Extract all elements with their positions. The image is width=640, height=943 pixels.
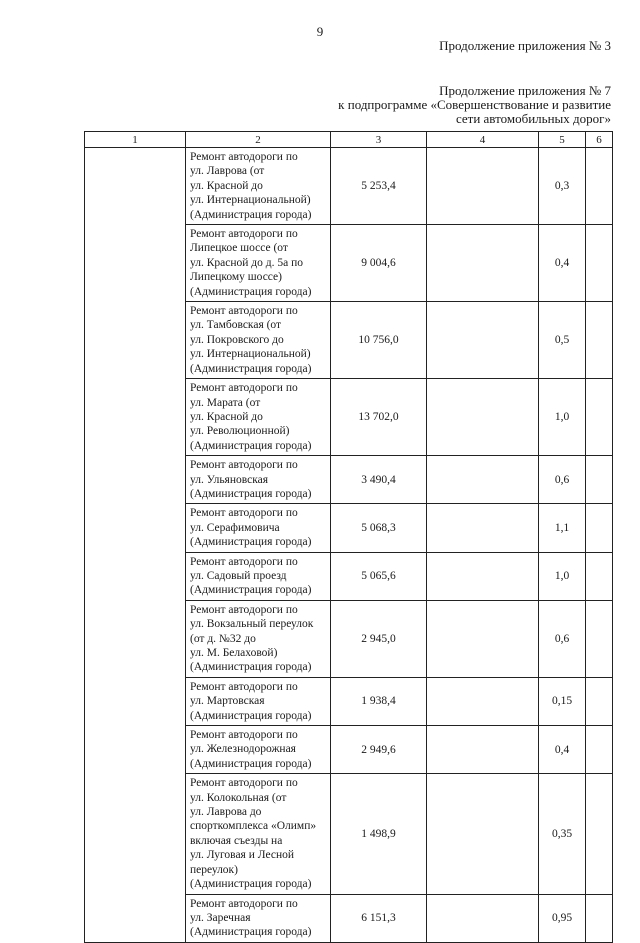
- length-value: 0,3: [539, 148, 586, 225]
- column-number: 4: [427, 132, 539, 148]
- cost-value: 3 490,4: [331, 456, 427, 504]
- description-line: (Администрация города): [190, 661, 312, 674]
- work-description: [186, 600, 331, 677]
- description-line: ул. Тамбовская (от: [190, 319, 282, 332]
- cost-value: 6 151,3: [331, 894, 427, 942]
- description-line: Ремонт автодороги по: [190, 777, 298, 790]
- empty-cell: [586, 726, 613, 774]
- description-line: (Администрация города): [190, 285, 312, 298]
- length-value: 1,0: [539, 552, 586, 600]
- work-description: [186, 456, 331, 504]
- empty-cell: [427, 600, 539, 677]
- description-line: ул. Вокзальный переулок: [190, 618, 314, 631]
- description-line: ул. Красной до д. 5а по: [190, 256, 304, 269]
- empty-cell: [586, 774, 613, 894]
- description-line: ул. Заречная: [190, 911, 251, 924]
- description-line: ул. Колокольная (от: [190, 791, 287, 804]
- description-line: (Администрация города): [190, 536, 312, 549]
- description-line: ул. Серафимовича: [190, 521, 280, 534]
- length-value: 0,95: [539, 894, 586, 942]
- work-description: [186, 677, 331, 725]
- cost-value: 10 756,0: [331, 302, 427, 379]
- length-value: 1,1: [539, 504, 586, 552]
- length-value: 0,4: [539, 225, 586, 302]
- cost-value: 2 949,6: [331, 726, 427, 774]
- description-line: включая съезды на: [190, 834, 283, 847]
- description-line: ул. Луговая и Лесной: [190, 849, 295, 862]
- work-description: [186, 504, 331, 552]
- description-line: (Администрация города): [190, 926, 312, 939]
- column-number: 3: [331, 132, 427, 148]
- work-description: [186, 726, 331, 774]
- description-line: ул. Красной до: [190, 179, 263, 192]
- column-number: 5: [539, 132, 586, 148]
- description-line: Липецкое шоссе (от: [190, 242, 288, 255]
- description-line: (Администрация города): [190, 439, 312, 452]
- description-line: переулок): [190, 863, 238, 876]
- continuation-line: Продолжение приложения № 7: [439, 83, 611, 98]
- road-repair-table: [84, 131, 613, 943]
- cost-value: 13 702,0: [331, 379, 427, 456]
- work-description: [186, 894, 331, 942]
- empty-cell: [427, 552, 539, 600]
- cost-value: 1 498,9: [331, 774, 427, 894]
- column-number: 2: [186, 132, 331, 148]
- description-line: Ремонт автодороги по: [190, 459, 298, 472]
- empty-cell: [586, 552, 613, 600]
- empty-cell: [586, 225, 613, 302]
- empty-merged-cell: [85, 148, 186, 943]
- description-line: ул. Интернациональной): [190, 194, 311, 207]
- empty-cell: [586, 302, 613, 379]
- description-line: Ремонт автодороги по: [190, 507, 298, 520]
- continuation-appendix-3: Продолжение приложения № 3: [439, 38, 611, 53]
- empty-cell: [427, 225, 539, 302]
- description-line: ул. Лаврова до: [190, 806, 262, 819]
- page-number: 9: [316, 24, 324, 39]
- cost-value: 2 945,0: [331, 600, 427, 677]
- description-line: ул. Красной до: [190, 410, 263, 423]
- description-line: ул. Садовый проезд: [190, 569, 287, 582]
- work-description: [186, 225, 331, 302]
- table-row: [85, 148, 613, 225]
- continuation-line: сети автомобильных дорог»: [455, 111, 611, 126]
- work-description: [186, 148, 331, 225]
- description-line: ул. Интернациональной): [190, 348, 311, 361]
- description-line: Ремонт автодороги по: [190, 305, 298, 318]
- description-line: Ремонт автодороги по: [190, 897, 298, 910]
- description-line: спорткомплекса «Олимп»: [190, 820, 317, 833]
- work-description: [186, 379, 331, 456]
- work-description: [186, 302, 331, 379]
- continuation-line: к подпрограмме «Совершенствование и развитие: [338, 97, 611, 112]
- length-value: 0,6: [539, 456, 586, 504]
- description-line: (Администрация города): [190, 878, 312, 891]
- description-line: (Администрация города): [190, 584, 312, 597]
- empty-cell: [427, 726, 539, 774]
- description-line: ул. Лаврова (от: [190, 165, 265, 178]
- continuation-appendix-7: [338, 84, 611, 126]
- description-line: Ремонт автодороги по: [190, 603, 298, 616]
- cost-value: 5 253,4: [331, 148, 427, 225]
- description-line: (Администрация города): [190, 362, 312, 375]
- description-line: (Администрация города): [190, 208, 312, 221]
- empty-cell: [586, 456, 613, 504]
- empty-cell: [586, 600, 613, 677]
- empty-cell: [427, 379, 539, 456]
- length-value: 1,0: [539, 379, 586, 456]
- empty-cell: [586, 894, 613, 942]
- work-description: [186, 552, 331, 600]
- length-value: 0,4: [539, 726, 586, 774]
- column-number: 6: [586, 132, 613, 148]
- cost-value: 5 065,6: [331, 552, 427, 600]
- empty-cell: [586, 379, 613, 456]
- cost-value: 9 004,6: [331, 225, 427, 302]
- empty-cell: [427, 894, 539, 942]
- description-line: (от д. №32 до: [190, 632, 256, 645]
- empty-cell: [586, 504, 613, 552]
- empty-cell: [427, 456, 539, 504]
- empty-cell: [427, 677, 539, 725]
- description-line: ул. Марата (от: [190, 396, 261, 409]
- empty-cell: [427, 774, 539, 894]
- length-value: 0,6: [539, 600, 586, 677]
- length-value: 0,35: [539, 774, 586, 894]
- cost-value: 1 938,4: [331, 677, 427, 725]
- empty-cell: [586, 148, 613, 225]
- description-line: Липецкому шоссе): [190, 271, 282, 284]
- description-line: (Администрация города): [190, 709, 312, 722]
- description-line: ул. Ульяновская: [190, 473, 269, 486]
- column-number: 1: [85, 132, 186, 148]
- description-line: Ремонт автодороги по: [190, 729, 298, 742]
- column-number-row: [85, 132, 613, 148]
- description-line: Ремонт автодороги по: [190, 228, 298, 241]
- cost-value: 5 068,3: [331, 504, 427, 552]
- description-line: ул. Железнодорожная: [190, 743, 296, 756]
- work-description: [186, 774, 331, 894]
- description-line: (Администрация города): [190, 487, 312, 500]
- description-line: (Администрация города): [190, 757, 312, 770]
- empty-cell: [427, 302, 539, 379]
- description-line: ул. Мартовская: [190, 695, 265, 708]
- description-line: Ремонт автодороги по: [190, 555, 298, 568]
- description-line: ул. Революционной): [190, 425, 290, 438]
- empty-cell: [427, 148, 539, 225]
- description-line: Ремонт автодороги по: [190, 680, 298, 693]
- description-line: ул. М. Белаховой): [190, 647, 278, 659]
- length-value: 0,15: [539, 677, 586, 725]
- empty-cell: [586, 677, 613, 725]
- description-line: Ремонт автодороги по: [190, 382, 298, 395]
- empty-cell: [427, 504, 539, 552]
- description-line: Ремонт автодороги по: [190, 151, 298, 163]
- description-line: ул. Покровского до: [190, 333, 284, 346]
- length-value: 0,5: [539, 302, 586, 379]
